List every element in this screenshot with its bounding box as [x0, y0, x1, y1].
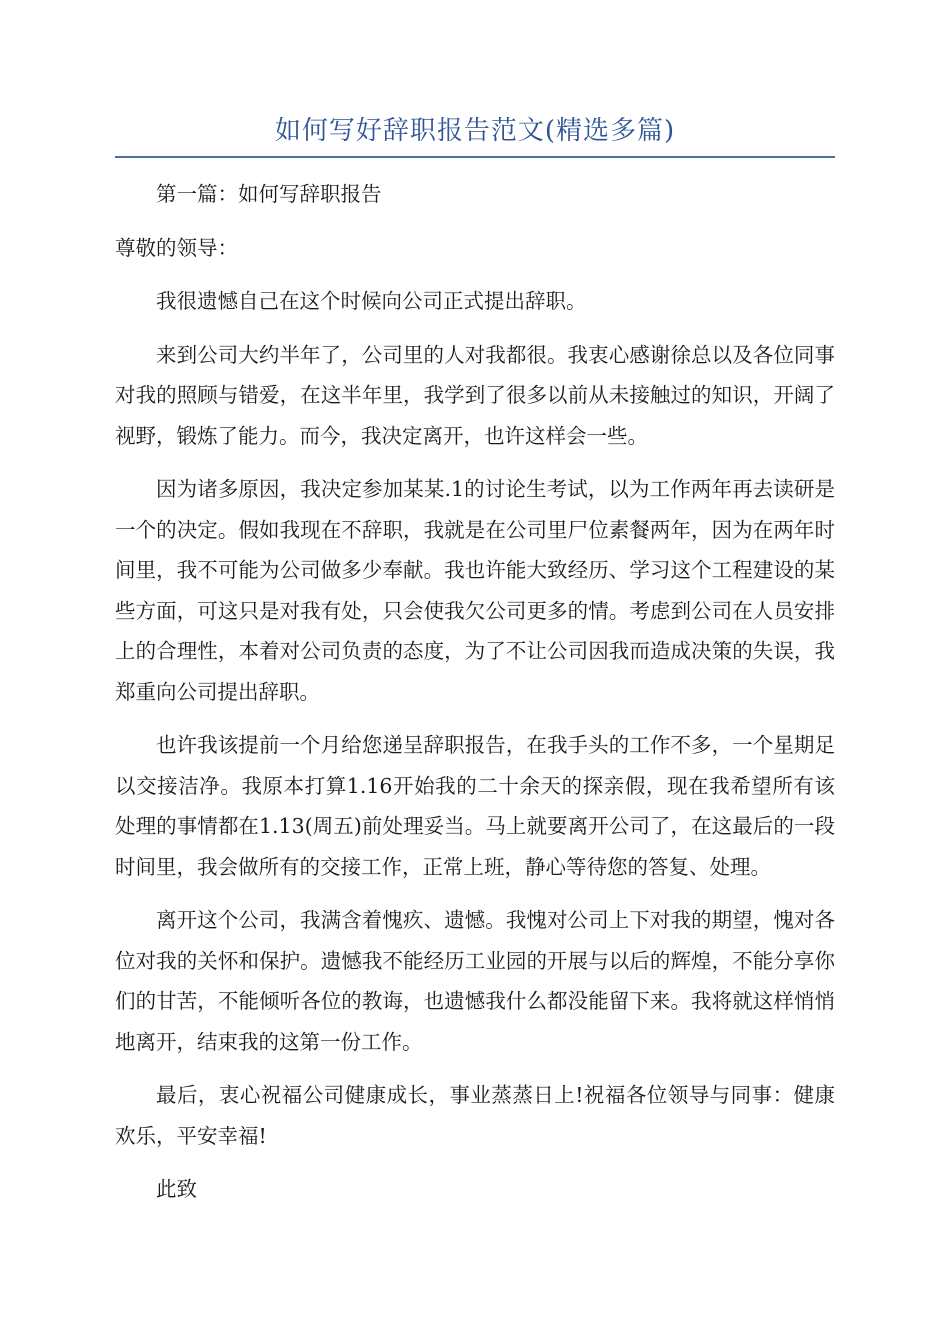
closing: 此致	[156, 1177, 197, 1201]
paragraph: 离开这个公司，我满含着愧疚、遗憾。我愧对公司上下对我的期望，愧对各位对我的关怀和保护。遗憾我不能经历工业园的开展与以后的辉煌，不能分享你们的甘苦，不能倾听各位的教诲，也遗憾我什么都没能留下来。我将就这样悄悄地离开，结束我的这第一份工作。	[115, 908, 835, 1054]
paragraph: 也许我该提前一个月给您递呈辞职报告，在我手头的工作不多，一个星期足以交接洁净。我原本打算1.16开始我的二十余天的探亲假，现在我希望所有该处理的事情都在1.13(周五)前处理妥当。马上就要离开公司了，在这最后的一段时间里，我会做所有的交接工作，正常上班，静心等待您的答复、处理。	[115, 733, 835, 879]
paragraph: 来到公司大约半年了，公司里的人对我都很。我衷心感谢徐总以及各位同事对我的照顾与错爱，在这半年里，我学到了很多以前从未接触过的知识，开阔了视野，锻炼了能力。而今，我决定离开，也许这样会一些。	[115, 342, 835, 448]
paragraph: 我很遗憾自己在这个时候向公司正式提出辞职。	[156, 289, 587, 313]
document-title: 如何写好辞职报告范文(精选多篇)	[274, 116, 676, 146]
title-bar	[115, 112, 835, 158]
paragraph: 因为诸多原因，我决定参加某某.1的讨论生考试，以为工作两年再去读研是一个的决定。假如我现在不辞职，我就是在公司里尸位素餐两年，因为在两年时间里，我不可能为公司做多少奉献。我也许能大致经历、学习这个工程建设的某些方面，可这只是对我有处，只会使我欠公司更多的情。考虑到公司在人员安排上的合理性，本着对公司负责的态度，为了不让公司因我而造成决策的失误，我郑重向公司提出辞职。	[115, 477, 835, 704]
document-body	[115, 174, 835, 1223]
salutation: 尊敬的领导：	[115, 235, 238, 260]
paragraph: 最后，衷心祝福公司健康成长，事业蒸蒸日上!祝福各位领导与同事：健康欢乐，平安幸福!	[115, 1083, 835, 1148]
section-heading: 第一篇：如何写辞职报告	[156, 182, 382, 206]
